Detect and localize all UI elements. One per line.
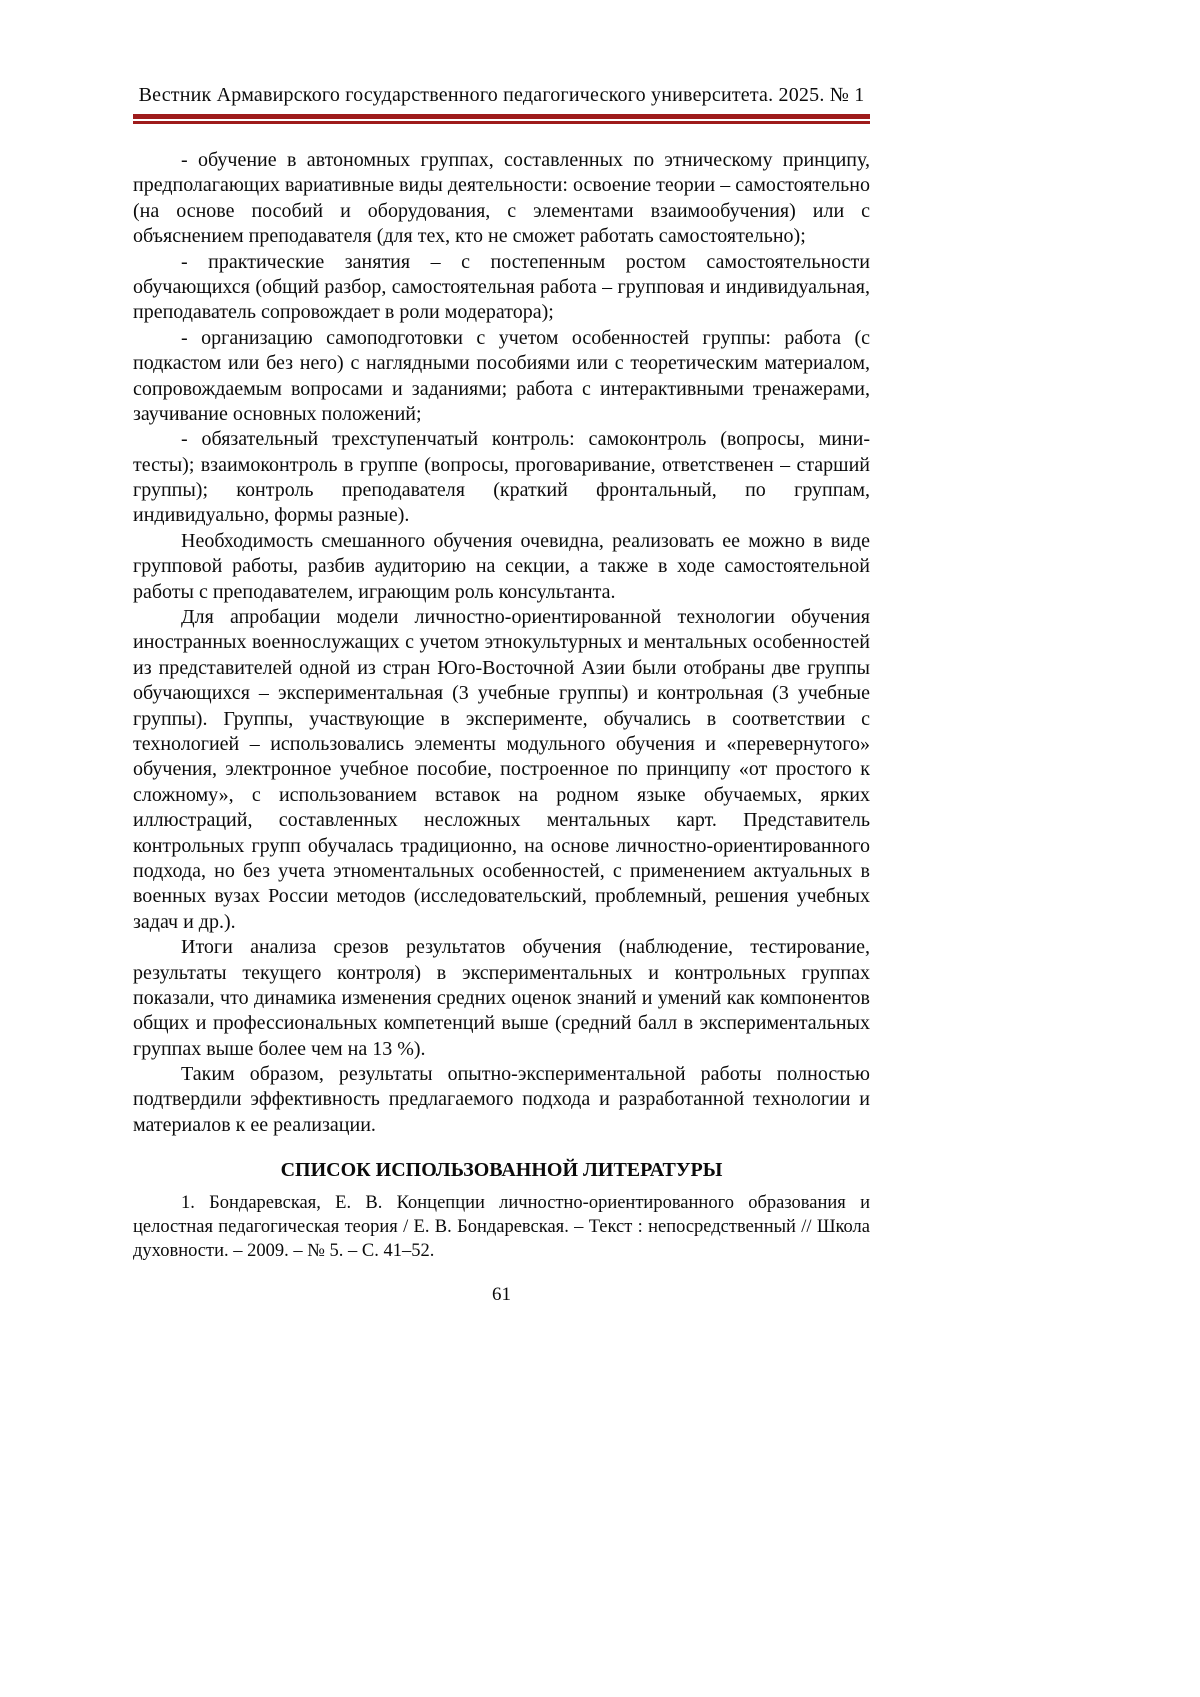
- page-number: 61: [492, 1283, 511, 1305]
- paragraph-three-step-control: - обязательный трехступенчатый контроль: самоконтроль (вопросы, мини-тесты); взаимоконтроль в группе (вопросы, проговаривание, ответственен – старший группы); контроль преподавателя (краткий фронтальный, по группам, индивидуально, формы разные).: [133, 428, 870, 527]
- article-body: [133, 148, 870, 1307]
- paragraph-training-autonomous-groups: - обучение в автономных группах, составленных по этническому принципу, предполагающих вариативные виды деятельности: освоение теории – самостоятельно (на основе пособий и оборудования, с элементами взаимообучения) или с объяснением преподавателя (для тех, кто не сможет работать самостоятельно);: [133, 149, 870, 248]
- header-rule-thin: [133, 121, 870, 124]
- paragraph-practical-classes: - практические занятия – с постепенным ростом самостоятельности обучающихся (общий разбор, самостоятельная работа – групповая и индивидуальная, преподаватель сопровождает в роли модератора);: [133, 250, 870, 324]
- paragraph-self-preparation: - организацию самоподготовки с учетом особенностей группы: работа (с подкастом или без него) с наглядными пособиями или с теоретическим материалом, сопровождаемым вопросами и заданиями; работа с интерактивными тренажерами, заучивание основных положений;: [133, 326, 870, 425]
- paragraph-results-analysis: Итоги анализа срезов результатов обучения (наблюдение, тестирование, результаты текущего контроля) в экспериментальных и контрольных группах показали, что динамика изменения средних оценок знаний и умений как компонентов общих и профессиональных компетенций выше (средний балл в экспериментальных группах выше более чем на 13 %).: [133, 936, 870, 1060]
- journal-title: Вестник Армавирского государственного педагогического университета. 2025. № 1: [138, 84, 865, 106]
- running-header: [133, 84, 870, 124]
- content-column: [133, 84, 870, 1307]
- header-rule-thick: [133, 114, 870, 119]
- references-heading: СПИСОК ИСПОЛЬЗОВАННОЙ ЛИТЕРАТУРЫ: [280, 1159, 723, 1182]
- paragraph-conclusion: Таким образом, результаты опытно-экспериментальной работы полностью подтвердили эффективность предлагаемого подхода и разработанной технологии и материалов к ее реализации.: [133, 1063, 870, 1136]
- paragraph-blended-learning: Необходимость смешанного обучения очевидна, реализовать ее можно в виде групповой работы, разбив аудиторию на секции, а также в ходе самостоятельной работы с преподавателем, играющим роль консультанта.: [133, 529, 870, 603]
- paragraph-model-approbation: Для апробации модели личностно-ориентированной технологии обучения иностранных военнослужащих с учетом этнокультурных и ментальных особенностей из представителей одной из стран Юго-Восточной Азии были отобраны две группы обучающихся – экспериментальная (3 учебные группы) и контрольная (3 учебные группы). Группы, участвующие в эксперименте, обучались в соответствии с технологией – использовались элементы модульного обучения и «перевернутого» обучения, электронное учебное пособие, построенное по принципу «от простого к сложному», с использованием вставок на родном языке обучаемых, ярких иллюстраций, составленных несложных ментальных карт. Представитель контрольных групп обучалась традиционно, на основе личностно-ориентированного подхода, но без учета этноментальных особенностей, с применением актуальных в военных вузах России методов (исследовательский, проблемный, решения учебных задач и др.).: [133, 606, 870, 933]
- reference-item-1: 1. Бондаревская, Е. В. Концепции личностно-ориентированного образования и целостная педагогическая теория / Е. В. Бондаревская. – Текст : непосредственный // Школа духовности. – 2009. – № 5. – С. 41–52.: [133, 1192, 870, 1261]
